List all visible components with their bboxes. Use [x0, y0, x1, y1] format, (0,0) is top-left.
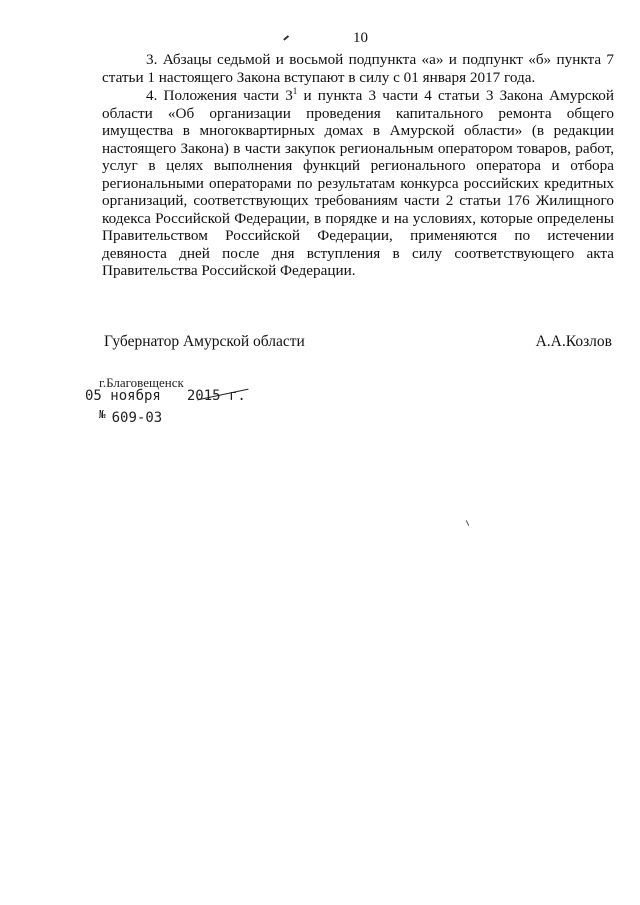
paragraph-4	[102, 87, 614, 280]
scan-speck	[466, 520, 470, 526]
pen-mark	[283, 35, 289, 40]
signer-name: А.А.Козлов	[535, 333, 612, 350]
stamp-day-month: 05 ноября	[85, 388, 161, 404]
signer-title: Губернатор Амурской области	[104, 333, 305, 350]
superscript: 1	[292, 86, 298, 96]
law-body-text	[102, 51, 614, 280]
page-number: 10	[353, 30, 368, 46]
stamp-city: г.Благовещенск	[99, 375, 184, 390]
stamp-year: 2015 г.	[186, 388, 246, 404]
stamp-number	[99, 408, 162, 426]
stamp-number-value: 609-03	[111, 410, 163, 426]
number-sign: №	[99, 408, 106, 421]
paragraph-4-rest: и пункта 3 части 4 статьи 3 Закона Амурской области «Об организации проведения капитального ремонта общего имущества в многоквартирных домах в Амурской области» (в редакции настоящего Закона) в части закупок региональным оператором товаров, работ, услуг в целях выполнения функций регионального оператора и отбора региональными операторами по результатам конкурса российских кредитных организаций, соответствующих требованиям части 2 статьи 176 Жилищного кодекса Российской Федерации, в порядке и на условиях, которые определены Правительством Российской Федерации, применяются по истечении девяноста дней после дня вступления в силу соответствующего акта Правительства Российской Федерации.	[102, 87, 614, 279]
stamp-date	[85, 388, 246, 404]
paragraph-4-start: 4. Положения части 3	[146, 87, 293, 104]
paragraph-3: 3. Абзацы седьмой и восьмой подпункта «а» и подпункт «б» пункта 7 статьи 1 настоящего Закона вступают в силу с 01 января 2017 года.	[102, 51, 614, 86]
